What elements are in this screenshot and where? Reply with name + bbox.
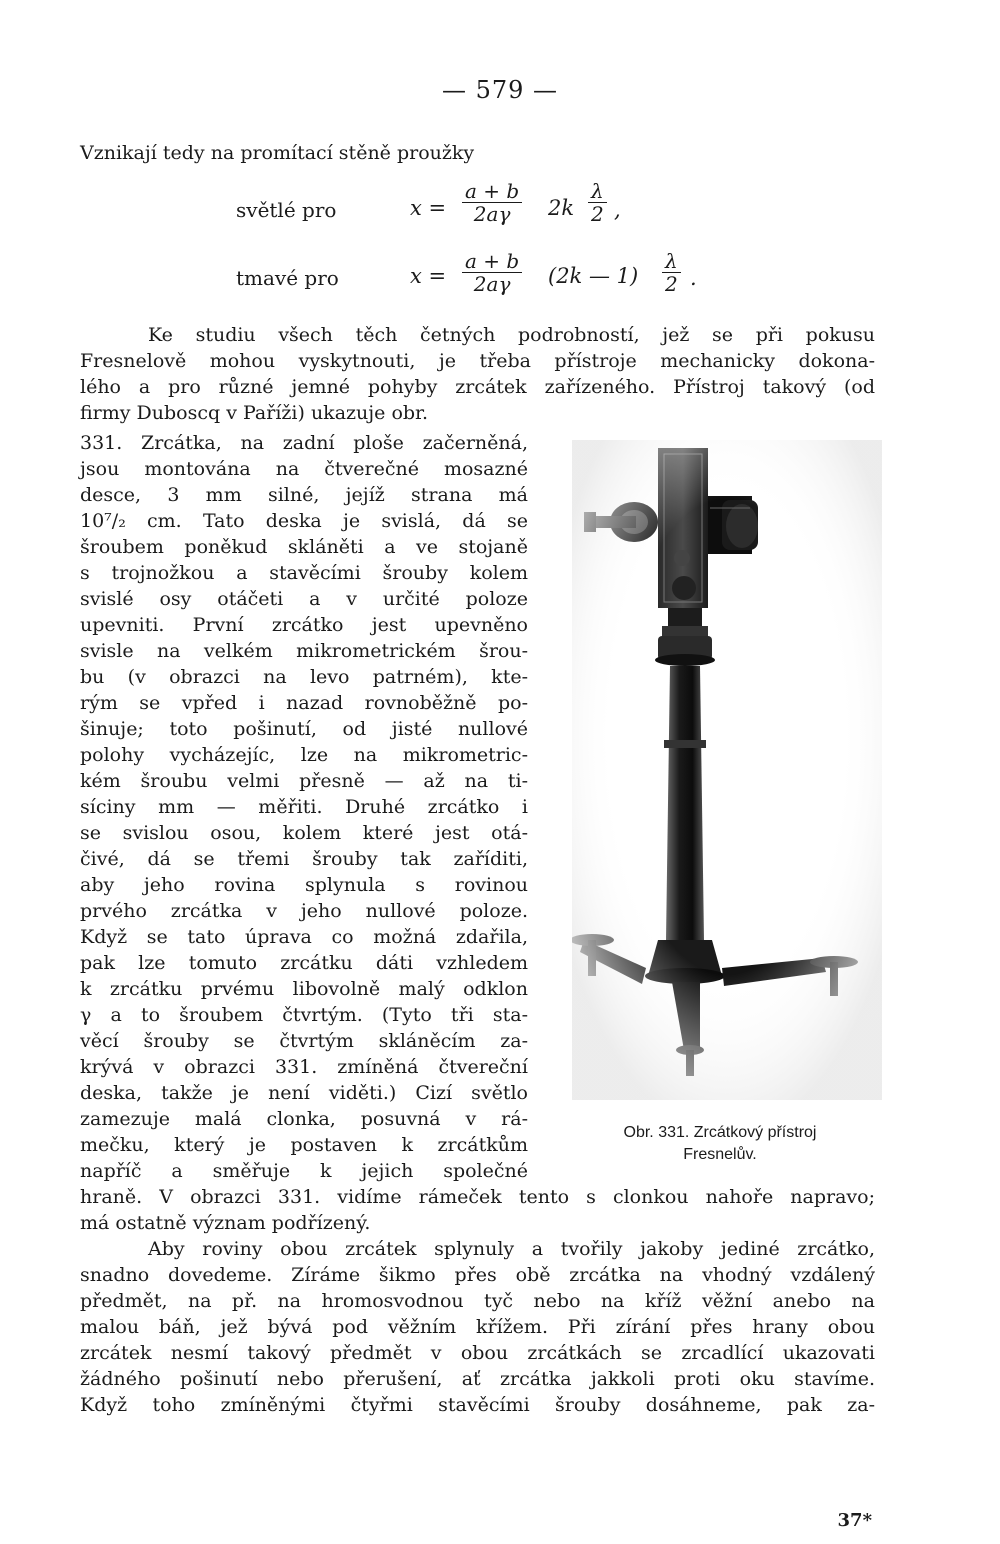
text-line: svisle na velkém mikrometrickém šrou- bbox=[80, 640, 528, 662]
equation-label: tmavé pro bbox=[236, 266, 339, 290]
text-line: Aby roviny obou zrcátek splynuly a tvořily jakoby jediné zrcátko, bbox=[148, 1238, 875, 1260]
text-line: polohy vycházejíc, lze na mikrometric- bbox=[80, 744, 528, 766]
text-line: γ a to šroubem čtvrtým. (Tyto tři sta- bbox=[80, 1004, 528, 1026]
text-line: Když se tato úprava co možná zdařila, bbox=[80, 926, 528, 948]
equation-label: světlé pro bbox=[236, 198, 337, 222]
lambda-numerator: λ bbox=[588, 180, 607, 203]
text-line: 10⁷/₂ cm. Tato deska je svislá, dá se bbox=[80, 510, 528, 532]
fraction bbox=[462, 250, 522, 295]
text-line: šroubem poněkud skláněti a ve stojaně bbox=[80, 536, 528, 558]
equation-factor: (2k — 1) bbox=[548, 264, 639, 288]
lambda-fraction bbox=[662, 250, 681, 295]
text-line: krývá v obrazci 331. zmíněná čtvereční bbox=[80, 1056, 528, 1078]
text-line: deska, takže je není viděti.) Cizí světlo bbox=[80, 1082, 528, 1104]
page-number: — 579 — bbox=[441, 76, 559, 104]
text-line: šinuje; toto pošinutí, od jisté nullové bbox=[80, 718, 528, 740]
text-line: aby jeho rovina splynula s rovinou bbox=[80, 874, 528, 896]
lambda-numerator: λ bbox=[662, 250, 681, 273]
lambda-denominator: 2 bbox=[665, 272, 678, 296]
caption-line: Obr. 331. Zrcátkový přístroj bbox=[623, 1124, 817, 1141]
text-line: desce, 3 mm silné, jejíž strana má bbox=[80, 484, 528, 506]
text-line: snadno dovedeme. Zíráme šikmo přes obě zrcátka na vhodný vzdálený bbox=[80, 1264, 875, 1286]
equation-factor: 2k bbox=[548, 196, 575, 220]
lambda-fraction bbox=[588, 180, 607, 225]
text-line: mečku, který je postaven k zrcátkům bbox=[80, 1134, 528, 1156]
text-line: čivé, dá se třemi šrouby tak zaříditi, bbox=[80, 848, 528, 870]
text-line: věcí šrouby se čtvrtým skláněcím za- bbox=[80, 1030, 528, 1052]
figure-caption bbox=[565, 1122, 875, 1166]
signature-mark: 37* bbox=[837, 1510, 872, 1531]
text-line: k zrcátku prvému libovolně malý odklon bbox=[80, 978, 528, 1000]
fraction-denominator: 2aγ bbox=[473, 202, 511, 226]
text-line: Ke studiu všech těch četných podrobností, jež se při pokusu bbox=[148, 324, 875, 346]
equation-lhs: x = bbox=[410, 196, 447, 220]
text-line: zamezuje malá clonka, posuvná v rá- bbox=[80, 1108, 528, 1130]
text-line: napříč a směřuje k jejich společné bbox=[80, 1160, 528, 1182]
text-line: kém šroubu velmi přesně — až na ti- bbox=[80, 770, 528, 792]
intro-line: Vznikají tedy na promítací stěně proužky bbox=[80, 142, 475, 164]
text-line: upevniti. První zrcátko jest upevněno bbox=[80, 614, 528, 636]
text-line: malou báň, jež bývá pod věžním křížem. Při zírání přes hrany obou bbox=[80, 1316, 875, 1338]
equation-punct: . bbox=[690, 266, 697, 290]
lambda-denominator: 2 bbox=[591, 202, 604, 226]
text-line: bu (v obrazci na levo patrném), kte- bbox=[80, 666, 528, 688]
text-line: zrcátek nesmí takový předmět v obou zrcátkách se zrcadlící ukazovati bbox=[80, 1342, 875, 1364]
caption-line: Fresnelův. bbox=[683, 1146, 757, 1163]
text-line: 331. Zrcátka, na zadní ploše začerněná, bbox=[80, 432, 528, 454]
text-line: Fresnelově mohou vyskytnouti, je třeba přístroje mechanicky dokona- bbox=[80, 350, 875, 372]
text-line: firmy Duboscq v Paříži) ukazuje obr. bbox=[80, 402, 429, 424]
text-line: jsou montována na čtverečné mosazné bbox=[80, 458, 528, 480]
text-line: žádného pošinutí nebo přerušení, ať zrcátka jakkoli proti oku stavíme. bbox=[80, 1368, 875, 1390]
fraction-denominator: 2aγ bbox=[473, 272, 511, 296]
fraction-numerator: a + b bbox=[462, 250, 522, 273]
text-line: s trojnožkou a stavěcími šrouby kolem bbox=[80, 562, 528, 584]
text-line: se svislou osou, kolem které jest otá- bbox=[80, 822, 528, 844]
fraction bbox=[462, 180, 522, 225]
text-line: rým se vpřed i nazad rovnoběžně po- bbox=[80, 692, 528, 714]
text-line: lého a pro různé jemné pohyby zrcátek zařízeného. Přístroj takový (od bbox=[80, 376, 875, 398]
text-line: svislé osy otáčeti a v určité poloze bbox=[80, 588, 528, 610]
text-line: síciny mm — měřiti. Druhé zrcátko i bbox=[80, 796, 528, 818]
equation-lhs: x = bbox=[410, 264, 447, 288]
equation-punct: , bbox=[614, 198, 621, 222]
fraction-numerator: a + b bbox=[462, 180, 522, 203]
text-line: prvého zrcátka v jeho nullové poloze. bbox=[80, 900, 528, 922]
fresnel-apparatus-illustration bbox=[572, 440, 882, 1100]
text-line: má ostatně význam podřízený. bbox=[80, 1212, 371, 1234]
text-line: hraně. V obrazci 331. vidíme rámeček tento s clonkou nahoře napravo; bbox=[80, 1186, 875, 1208]
fresnel-mirror-apparatus-figure bbox=[572, 440, 882, 1100]
text-line: Když toho zmíněnými čtyřmi stavěcími šrouby dosáhneme, pak za- bbox=[80, 1394, 875, 1416]
text-line: pak lze tomuto zrcátku dáti vzhledem bbox=[80, 952, 528, 974]
text-line: předmět, na př. na hromosvodnou tyč nebo na kříž věžní anebo na bbox=[80, 1290, 875, 1312]
